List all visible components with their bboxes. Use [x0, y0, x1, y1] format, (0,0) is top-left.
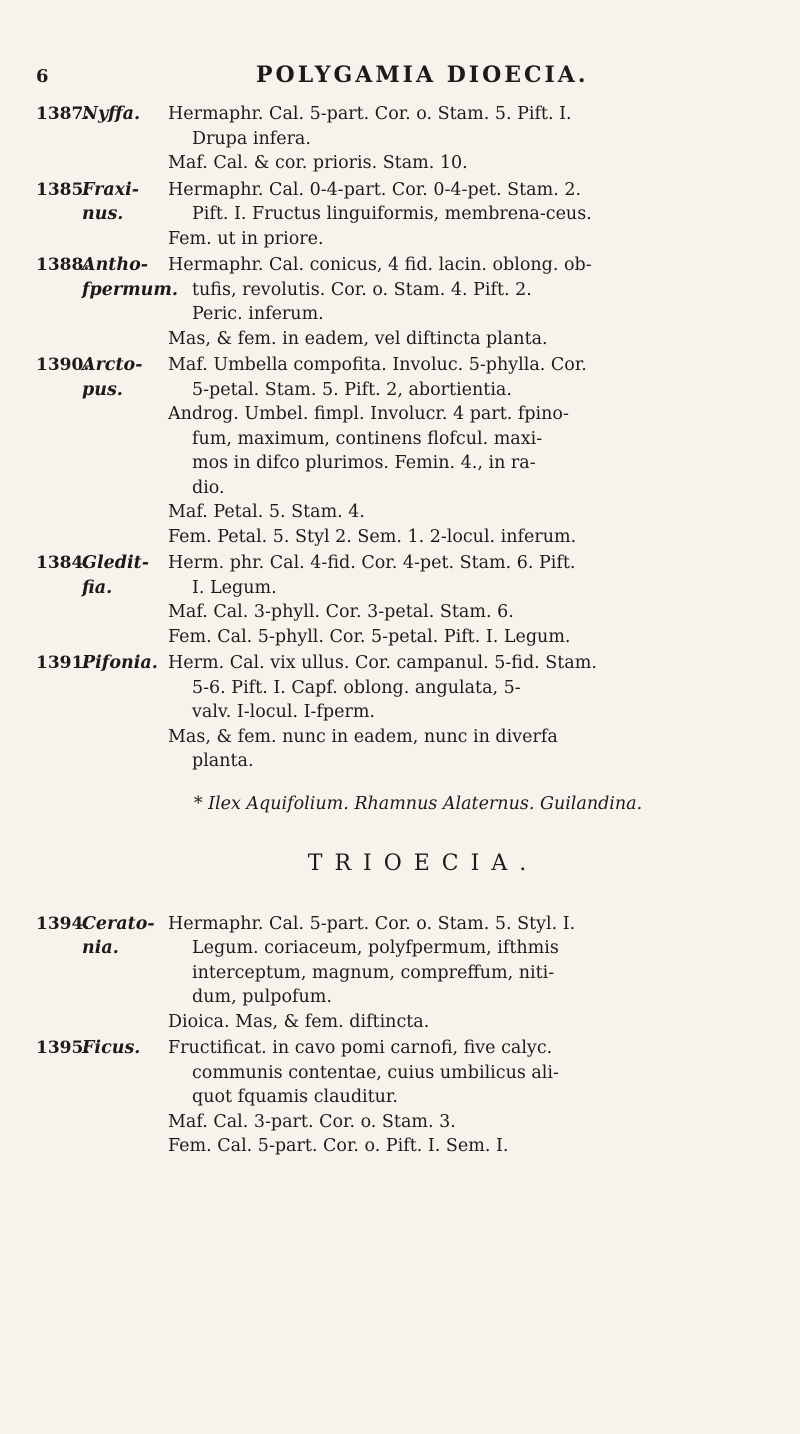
description-line: Mas, & fem. nunc in eadem, nunc in diverfa	[168, 726, 558, 747]
description-line: Hermaphr. Cal. conicus, 4 fid. lacin. oblong. ob-	[168, 255, 592, 275]
description-line: communis contentae, cuius umbilicus ali-	[192, 1062, 559, 1083]
description-line: Fem. Cal. 5-phyll. Cor. 5-petal. Pift. I. Legum.	[168, 626, 571, 647]
description-line: Drupa infera.	[192, 128, 311, 149]
cross-reference-note: * Ilex Aquifolium. Rhamnus Alaternus. Guilandina.	[193, 793, 643, 814]
description-line: dio.	[192, 477, 225, 498]
description-line: Hermaphr. Cal. 5-part. Cor. o. Stam. 5. Pift. I.	[168, 104, 572, 124]
genus-name: Gledit-fia.	[82, 553, 149, 598]
genus-entry	[36, 102, 760, 176]
description-line: Maf. Cal. & cor. prioris. Stam. 10.	[168, 153, 468, 173]
entry-number: 1395.	[36, 1038, 90, 1058]
page-header	[36, 62, 760, 88]
entry-number: 1391.	[36, 653, 90, 673]
description-line: dum, pulpofum.	[192, 987, 332, 1007]
entry-description	[168, 353, 760, 549]
description-line: mos in difco plurimos. Femin. 4., in ra-	[192, 453, 536, 473]
entry-description	[168, 912, 760, 1035]
description-line: 5-petal. Stam. 5. Pift. 2, abortientia.	[192, 379, 512, 400]
section-title: TRIOECIA.	[307, 850, 539, 876]
description-line: Fructificat. in cavo pomi carnofi, five calyc.	[168, 1038, 553, 1058]
genus-entry	[36, 1036, 760, 1159]
entries-bottom	[36, 912, 760, 1159]
genus-name: Nyffa.	[82, 104, 141, 124]
genus-entry	[36, 551, 760, 649]
description-line: tufis, revolutis. Cor. o. Stam. 4. Pift. 2.	[192, 279, 532, 300]
entry-number: 1384.	[36, 553, 90, 573]
genus-entry	[36, 651, 760, 774]
description-line: Androg. Umbel. fimpl. Involucr. 4 part. fpino-	[168, 404, 569, 424]
entry-description	[168, 253, 760, 351]
running-title: POLYGAMIA DIOECIA.	[256, 62, 589, 88]
entry-description	[168, 551, 760, 649]
entry-description	[168, 1036, 760, 1159]
entry-number: 1394.	[36, 913, 90, 934]
genus-name: Pifonia.	[82, 653, 158, 673]
description-line: Mas, & fem. in eadem, vel diftincta planta.	[168, 328, 548, 349]
description-line: 5-6. Pift. I. Capf. oblong. angulata, 5-	[192, 677, 521, 698]
page-number: 6	[36, 66, 52, 87]
description-line: Herm. Cal. vix ullus. Cor. campanul. 5-fid. Stam.	[168, 653, 597, 673]
genus-name: Ficus.	[82, 1038, 141, 1058]
description-line: Herm. phr. Cal. 4-fid. Cor. 4-pet. Stam. 6. Pift.	[168, 553, 576, 573]
genus-name: Arcto-pus.	[82, 355, 143, 400]
entry-description	[168, 178, 760, 252]
description-line: Legum. coriaceum, polyfpermum, ifthmis	[192, 938, 559, 958]
description-line: interceptum, magnum, compreffum, niti-	[192, 962, 555, 983]
genus-entry	[36, 353, 760, 549]
genus-entry	[36, 253, 760, 351]
description-line: Peric. inferum.	[192, 304, 324, 324]
genus-entry	[36, 912, 760, 1035]
description-line: Maf. Petal. 5. Stam. 4.	[168, 502, 365, 522]
description-line: quot fquamis clauditur.	[192, 1087, 398, 1107]
description-line: Fem. Petal. 5. Styl 2. Sem. 1. 2-locul. inferum.	[168, 526, 577, 547]
description-line: Fem. ut in priore.	[168, 228, 324, 249]
entry-number: 1390.	[36, 355, 90, 375]
description-line: Dioica. Mas, & fem. diftincta.	[168, 1011, 430, 1032]
entry-number: 1385.	[36, 179, 90, 200]
genus-entry	[36, 178, 760, 252]
entry-number: 1387.	[36, 104, 90, 124]
description-line: Hermaphr. Cal. 5-part. Cor. o. Stam. 5. Styl. I.	[168, 913, 576, 934]
description-line: Pift. I. Fructus linguiformis, membrena-ceus.	[192, 204, 592, 224]
description-line: Hermaphr. Cal. 0-4-part. Cor. 0-4-pet. Stam. 2.	[168, 179, 582, 200]
entries-top	[36, 102, 760, 774]
description-line: Maf. Cal. 3-phyll. Cor. 3-petal. Stam. 6.	[168, 602, 514, 622]
genus-name: Cerato-nia.	[82, 913, 155, 958]
description-line: Maf. Umbella compofita. Involuc. 5-phylla. Cor.	[168, 355, 587, 375]
description-line: fum, maximum, continens flofcul. maxi-	[192, 428, 543, 449]
entry-description	[168, 102, 760, 176]
description-line: Maf. Cal. 3-part. Cor. o. Stam. 3.	[168, 1111, 456, 1132]
description-line: valv. I-locul. I-fperm.	[192, 702, 375, 722]
description-line: I. Legum.	[192, 577, 277, 598]
genus-name: Antho-fpermum.	[82, 255, 178, 300]
description-line: planta.	[192, 751, 254, 771]
entry-description	[168, 651, 760, 774]
description-line: Fem. Cal. 5-part. Cor. o. Pift. I. Sem. I.	[168, 1136, 509, 1156]
entry-number: 1388.	[36, 255, 90, 275]
genus-name: Fraxi-nus.	[82, 179, 140, 224]
